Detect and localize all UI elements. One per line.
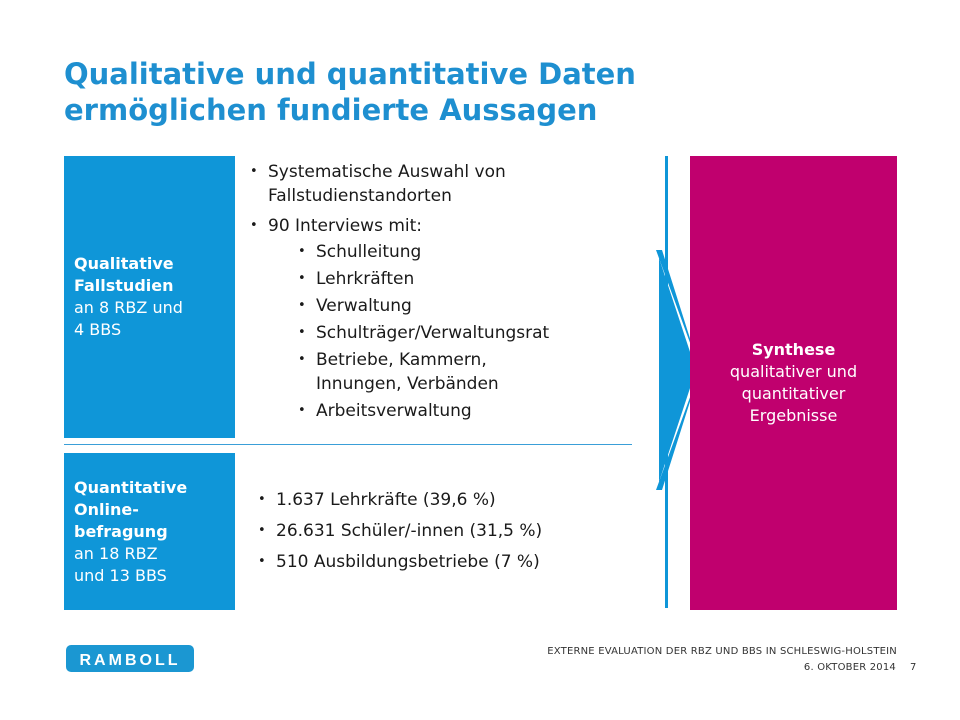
qualitative-heading-line1: Qualitative — [74, 254, 174, 273]
logo-text: RAMBOLL — [79, 652, 181, 669]
page-number: 7 — [910, 662, 917, 673]
quantitative-box — [64, 453, 235, 610]
interview-subitem: • Verwaltung — [294, 294, 646, 318]
interview-subitem: • Schulleitung — [294, 240, 646, 264]
interview-subitem: • Lehrkräften — [294, 267, 646, 291]
quantitative-bullet: • 510 Ausbildungsbetriebe (7 %) — [254, 550, 674, 574]
synthesis-line3: Ergebnisse — [749, 406, 838, 425]
interview-sublist — [268, 240, 646, 423]
quantitative-heading-line2: Online- — [74, 499, 139, 519]
section-divider — [64, 444, 632, 445]
quantitative-desc-line2: und 13 BBS — [74, 565, 167, 585]
footer-title: EXTERNE EVALUATION DER RBZ UND BBS IN SCHLESWIG-HOLSTEIN — [547, 646, 897, 657]
slide-title-line1: Qualitative und quantitative Daten — [64, 57, 636, 91]
quantitative-bullet: • 26.631 Schüler/-innen (31,5 %) — [254, 519, 674, 543]
interview-subitem5-line2: Innungen, Verbänden — [316, 374, 499, 394]
qualitative-bullet1-line1: Systematische Auswahl von — [268, 162, 506, 182]
qualitative-bullet2: 90 Interviews mit: — [268, 216, 423, 236]
synthesis-line2: quantitativer — [741, 384, 846, 403]
qualitative-box-text — [74, 253, 183, 341]
quantitative-bullet-list — [254, 488, 674, 581]
qualitative-bullet-list — [246, 160, 646, 429]
interview-subitem5-line1: Betriebe, Kammern, — [316, 350, 487, 370]
interview-subitem: • Arbeitsverwaltung — [294, 399, 646, 423]
synthesis-heading: Synthese — [751, 340, 836, 359]
footer-date: 6. OKTOBER 2014 — [803, 662, 896, 673]
qualitative-bullet — [246, 214, 646, 423]
quantitative-desc-line1: an 18 RBZ — [74, 543, 158, 563]
qualitative-desc-line2: 4 BBS — [74, 320, 122, 339]
quantitative-heading-line1: Quantitative — [74, 477, 188, 497]
interview-subitem: • Schulträger/Verwaltungsrat — [294, 321, 646, 345]
slide-title-line2: ermöglichen fundierte Aussagen — [64, 93, 598, 127]
synthesis-box — [690, 156, 897, 610]
slide-title — [64, 56, 924, 128]
qualitative-desc-line1: an 8 RBZ und — [74, 298, 183, 317]
qualitative-bullet1-line2: Fallstudienstandorten — [268, 186, 452, 206]
quantitative-bullet: • 1.637 Lehrkräfte (39,6 %) — [254, 488, 674, 512]
quantitative-box-text — [74, 477, 187, 587]
qualitative-heading-line2: Fallstudien — [74, 276, 174, 295]
synthesis-line1: qualitativer und — [729, 362, 858, 381]
qualitative-bullet — [246, 160, 646, 208]
qualitative-box — [64, 156, 235, 438]
interview-subitem — [294, 348, 646, 396]
ramboll-logo — [66, 644, 196, 674]
quantitative-heading-line3: befragung — [74, 521, 168, 541]
